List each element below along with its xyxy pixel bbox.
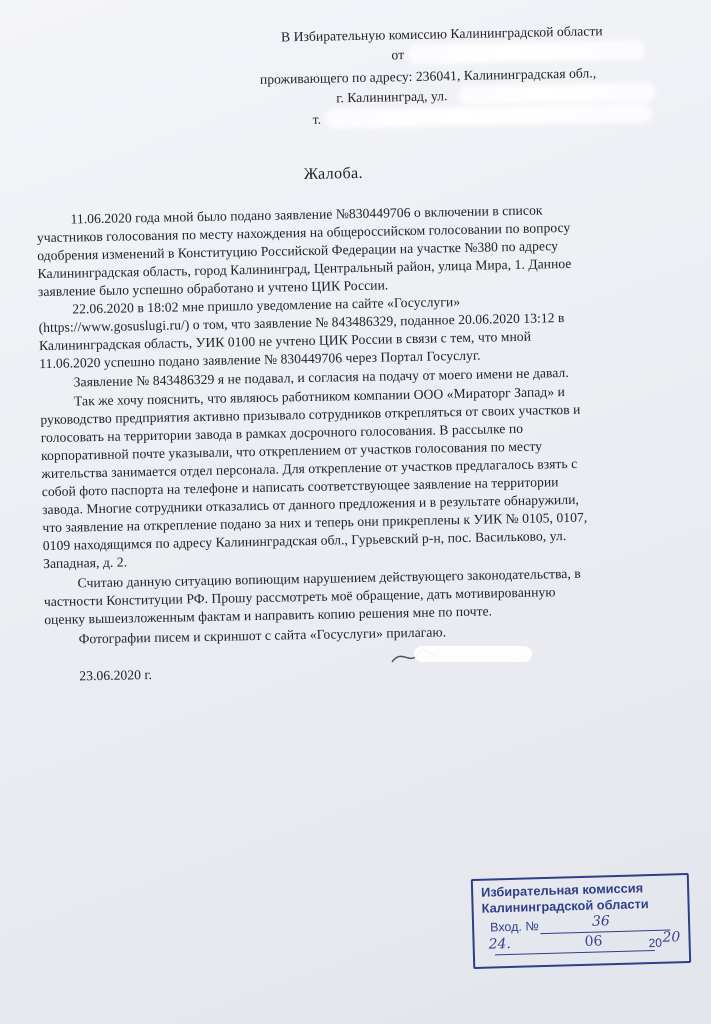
p2-line: Калининградская область, УИК 0100 не учтено ЦИК России в связи с тем, что мной	[38, 328, 532, 354]
p4-line: Так же хочу пояснить, что являюсь работником компании ООО «Мираторг Запад» и	[73, 384, 566, 409]
p6-line: Фотографии писем и скриншот с сайта «Госуслуги» прилагаю.	[78, 624, 447, 647]
stamp-incoming-label: Вход. №	[489, 919, 539, 935]
p4-line: жительства занимается отдел персонала. Для открепление от участков предлагалось взять с	[41, 455, 578, 482]
p4-line: корпоративной почте указывали, что откреплением от участков голосования по месту	[40, 438, 543, 464]
phone-prefix: т.	[312, 111, 322, 127]
p4-line: Западная, д. 2.	[43, 554, 128, 572]
p4-line: завода. Многие сотрудники отказались от данного предложения и в результате обнаружили,	[41, 491, 580, 518]
p4-line: голосовать на территории завода в рамках досрочного голосования. В рассылке по	[40, 420, 524, 446]
p5-line: Считаю данную ситуацию вопиющим нарушением действующего законодательства, в	[77, 565, 581, 591]
p1-line: заявление было успешно обработано и учтено ЦИК России.	[37, 277, 389, 300]
stamp-month: 06	[584, 933, 603, 950]
p3-line: Заявление № 843486329 я не подавал, и согласия на подачу от моего имени не давал.	[73, 364, 569, 390]
redacted-name	[411, 44, 641, 61]
stamp-incoming-number: 36	[591, 913, 611, 930]
stamp-day: 24.	[488, 935, 512, 953]
city-line: г. Калининград, ул.	[336, 88, 448, 106]
p2-line: 22.06.2020 в 18:02 мне пришло уведомление на сайте «Госуслуги»	[72, 294, 461, 317]
p5-line: частности Конституции РФ. Прошу рассмотреть моё обращение, дать мотивированную	[43, 584, 556, 610]
p2-line: (https://www.gosuslugi.ru/) о том, что заявление № 843486329, поданное 20.06.2020 13:12 в	[38, 310, 565, 336]
p2-line: 11.06.2020 успешно подано заявление № 830449706 через Портал Госуслуг.	[39, 347, 481, 372]
p4-line: что заявление на открепление подано за них и теперь они прикреплены к УИК № 0105, 0107,	[42, 509, 588, 536]
p1-line: участников голосования по месту нахождения на общероссийском голосовании по вопросу	[36, 219, 571, 246]
stamp-date-underline	[495, 950, 655, 955]
stamp-line-2: Калининградской области	[481, 896, 649, 916]
stamp-year-prefix: 20	[648, 935, 663, 951]
stamp-line-1: Избирательная комиссия	[480, 880, 644, 900]
document-date: 23.06.2020 г.	[79, 667, 153, 684]
p4-line: 0109 находящимся по адресу Калининградская обл., Гурьевский р-н, пос. Васильково, ул.	[42, 528, 567, 554]
registration-stamp	[471, 873, 691, 969]
redacted-phone	[329, 106, 649, 125]
page-title: Жалоба.	[303, 164, 364, 184]
addressee-line: В Избирательную комиссию Калининградской области	[280, 23, 603, 45]
stamp-year-suffix: 20	[662, 929, 681, 946]
p4-line: руководство предприятия активно призывало сотрудников открепляться от своих участков и	[40, 401, 581, 428]
address-line: проживающего по адресу: 236041, Калининградская обл.,	[259, 65, 597, 87]
redacted-street	[462, 85, 652, 102]
p1-line: 11.06.2020 года мной было подано заявление №830449706 о включении в список	[70, 202, 543, 227]
p5-line: оценку вышеизложенным фактам и направить копию решения мне по почте.	[44, 603, 493, 628]
stamp-number-underline	[540, 930, 670, 935]
signature	[388, 640, 538, 670]
p1-line: одобрения изменений в Конституцию Российской Федерации на участке №380 по адресу	[37, 238, 559, 264]
p1-line: Калининградская область, город Калининград, Центральный район, улица Мира, 1. Данное	[37, 255, 572, 282]
p4-line: собой фото паспорта на телефоне и написать соответствующее заявление на территории	[41, 474, 559, 500]
from-prefix: от	[391, 47, 405, 63]
